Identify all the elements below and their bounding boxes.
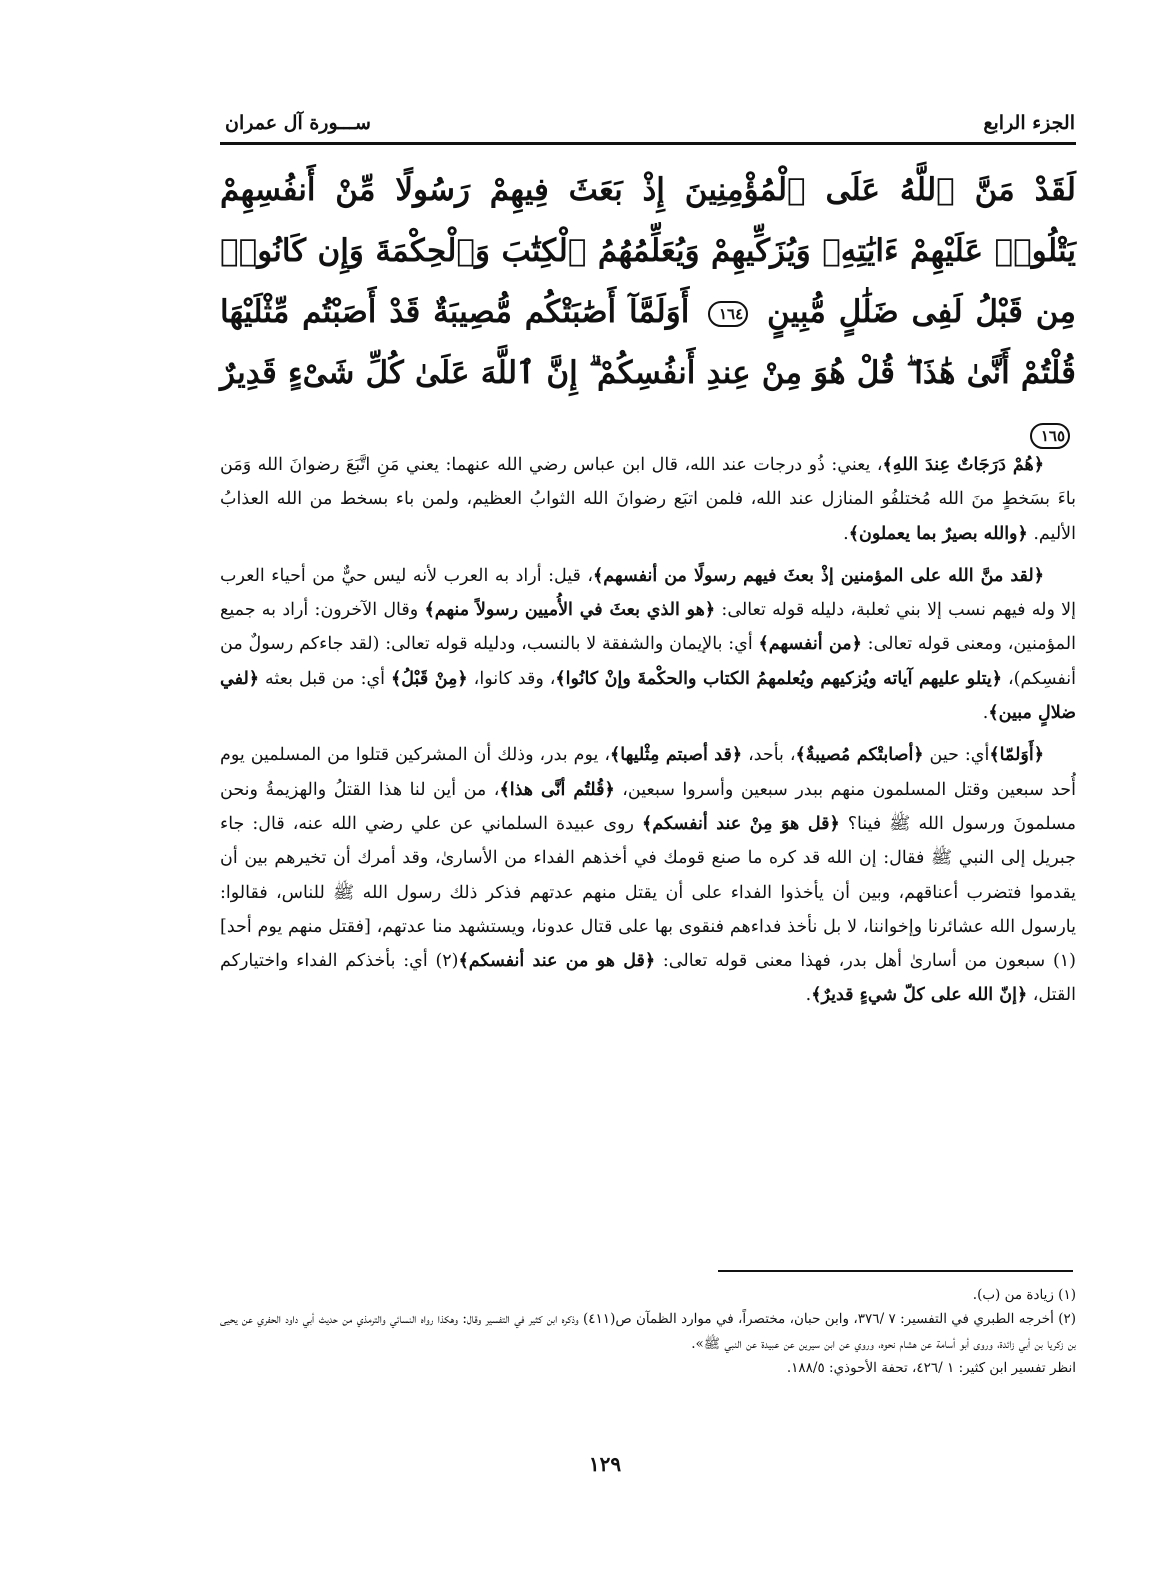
commentary-text: أي: بالإيمان والشفقة لا بالنسب، ودليله قوله تعالى: (لقد جاءكم رسولٌ من أنفسِكم)، [220, 634, 1077, 689]
quoted-verse: ﴿قد أصبتم مِثْليها﴾ [610, 745, 743, 766]
commentary-text: وقال الآخرون: أراد به جميع المؤمنين، ومعنى قوله تعالى: [220, 600, 1076, 655]
commentary-text: . [982, 703, 989, 724]
quoted-verse: ﴿قل هو من عند أنفسكم﴾ [458, 951, 656, 972]
verse-165: أَوَلَمَّآ أَصَٰبَتْكُم مُّصِيبَةٌ قَدْ أَصَبْتُم مِّثْلَيْهَا قُلْتُمْ أَنَّىٰ هَٰذَا ۖ قُلْ هُوَ مِنْ عِندِ أَنفُسِكُمْ ۗ إِنَّ ٱللَّهَ عَلَىٰ كُلِّ شَىْءٍ قَدِيرٌ [220, 294, 1076, 391]
commentary-text: ، بأحد، [742, 745, 796, 766]
footnote-rule [718, 1270, 1073, 1272]
quoted-verse: ﴿هُمْ دَرَجَاتٌ عِندَ اللهِ﴾ [882, 455, 1044, 475]
ayah-number-165: ١٦٥ [1030, 423, 1070, 449]
commentary-text: . [843, 523, 849, 544]
commentary [220, 448, 1076, 1021]
commentary-text: أي: بأخذكم الفداء واختياركم القتل، [220, 951, 1076, 1006]
quoted-verse: ﴿هو الذي بعثَ في الأُميين رسولاً منهم﴾ [424, 600, 716, 621]
commentary-text: ، من أين لنا هذا القتلُ والهزيمةُ ونحن مسلمونَ ورسول الله ﷺ فينا؟ [220, 779, 1076, 834]
quoted-verse: ﴿لقد منَّ الله على المؤمنين إذْ بعثَ فيهم رسولًا من أنفسهم﴾ [593, 565, 1044, 586]
quoted-verse: ﴿قل هوَ مِنْ عند أنفسكم﴾ [641, 813, 840, 834]
quran-verses [220, 160, 1076, 465]
footnote-ref-2: (٢) [435, 951, 459, 972]
commentary-text: روى عبيدة السلماني عن علي رضي الله عنه، قال: جاء جبريل إلى النبي ﷺ فقال: إن الله قد كره ما صنع قومك في أخذهم الفداء من الأسارىٰ، وقد أمرك أن تخيرهم بين أن يقدموا فتضرب أعناقهم، وبين أن يأخذوا الفداء على أن يقتل منهم عدتهم فذكر ذلك رسول الله ﷺ للناس، فقالوا: يارسول الله عشائرنا وإخواننا، لا بل نأخذ فداءهم فنقوى بها على قتال عدونا، ويستشهد منا عدتهم، [فقتل منهم يوم أحد] [220, 813, 1076, 937]
footnote-1: (١) زيادة من (ب). [972, 1287, 1076, 1303]
commentary-text: ، يعني: ذُو درجات عند الله، قال ابن عباس رضي الله عنهما: يعني مَنِ اتَّبَعَ رضوانَ الله وَمَن باءَ بسَخطٍ منَ الله مُختلفُو المنازل عند الله، فلمن اتبَع رضوانَ الله الثوابُ العظيم، ولمن باء بسخط من الله العذابُ الأليم. [220, 455, 1076, 544]
quoted-verse: ﴿إنّ الله على كلّ شيءٍ قديرٌ﴾ [811, 985, 1028, 1006]
quoted-verse: ﴿من أنفسهم﴾ [758, 634, 862, 655]
surah-title: ســـورة آل عمران [225, 112, 371, 134]
commentary-text: أي: حين [923, 745, 990, 766]
footnote-ref-1: (١) [1052, 951, 1076, 972]
quoted-verse: ﴿والله بصيرٌ بما يعملون﴾ [848, 523, 1028, 544]
ayah-number-164: ١٦٤ [708, 301, 748, 327]
quoted-verse: ﴿أصابتْكم مُصيبةٌ﴾ [795, 745, 924, 766]
quoted-verse: ﴿لفي ضلالٍ مبين﴾ [220, 668, 1076, 724]
part-title: الجزء الرابع [983, 112, 1075, 134]
footnote-2: (٢) أخرجه الطبري في التفسير: ٧ /٣٧٦، وابن حبان، مختصراً، في موارد الظمآن ص(٤١١) وذكره ابن كثير في التفسير وقال: وهكذا رواه النسائي والترمذي من حديث أبي داود الحفري عن يحيى بن زكريا بن أبي زائدة، وروى أبو أسامة عن هشام نحوه، وروي عن ابن سيرين عن عبيدة عن النبي ﷺ». [220, 1311, 1077, 1352]
commentary-paragraph-3 [220, 738, 1076, 1012]
footnotes [220, 1283, 1076, 1380]
commentary-paragraph-2 [220, 559, 1076, 730]
page-number: ١٢٩ [588, 1452, 622, 1476]
running-header [225, 98, 1075, 134]
commentary-text: سبعون من أسارىٰ أهل بدر، فهذا معنى قوله تعالى: [655, 951, 1053, 972]
quoted-verse: ﴿أَوَلمّا﴾ [989, 745, 1044, 766]
commentary-text: . [805, 985, 812, 1006]
commentary-paragraph-1 [220, 448, 1076, 551]
commentary-text: أي: من قبل بعثه [259, 668, 392, 689]
verse-164: لَقَدْ مَنَّ ٱللَّهُ عَلَى ٱلْمُؤْمِنِينَ إِذْ بَعَثَ فِيهِمْ رَسُولًا مِّنْ أَنفُسِهِمْ يَتْلُوا۟ عَلَيْهِمْ ءَايَٰتِهِۦ وَيُزَكِّيهِمْ وَيُعَلِّمُهُمُ ٱلْكِتَٰبَ وَٱلْحِكْمَةَ وَإِن كَانُوا۟ مِن قَبْلُ لَفِى ضَلَٰلٍ مُّبِينٍ [220, 172, 1077, 330]
commentary-text: ، وقد كانوا، [467, 668, 556, 689]
quoted-verse: ﴿يتلو عليهم آياته ويُزكيهم ويُعلمهمُ الكتاب والحكْمةَ وإنْ كانُوا﴾ [555, 668, 1003, 689]
commentary-text: ، قيل: أراد به العرب لأنه ليس حيٌّ من أحياء العرب إلا وله فيهم نسب إلا بني ثعلبة، دليله قوله تعالى: [220, 565, 1076, 621]
quoted-verse: ﴿قُلتُم أنَّى هذا﴾ [499, 779, 615, 800]
header-rule [220, 142, 1076, 145]
commentary-text: ، يوم بدر، وذلك أن المشركين قتلوا من المسلمين يوم أُحد سبعين وقتل المسلمون منهم ببدر سبعين وأسروا سبعين، [220, 745, 1076, 800]
quoted-verse: ﴿مِنْ قَبْلُ﴾ [391, 668, 468, 689]
footnote-2-continued: انظر تفسير ابن كثير: ١ /٤٢٦، تحفة الأحوذي: ١٨٨/٥. [786, 1359, 1076, 1376]
